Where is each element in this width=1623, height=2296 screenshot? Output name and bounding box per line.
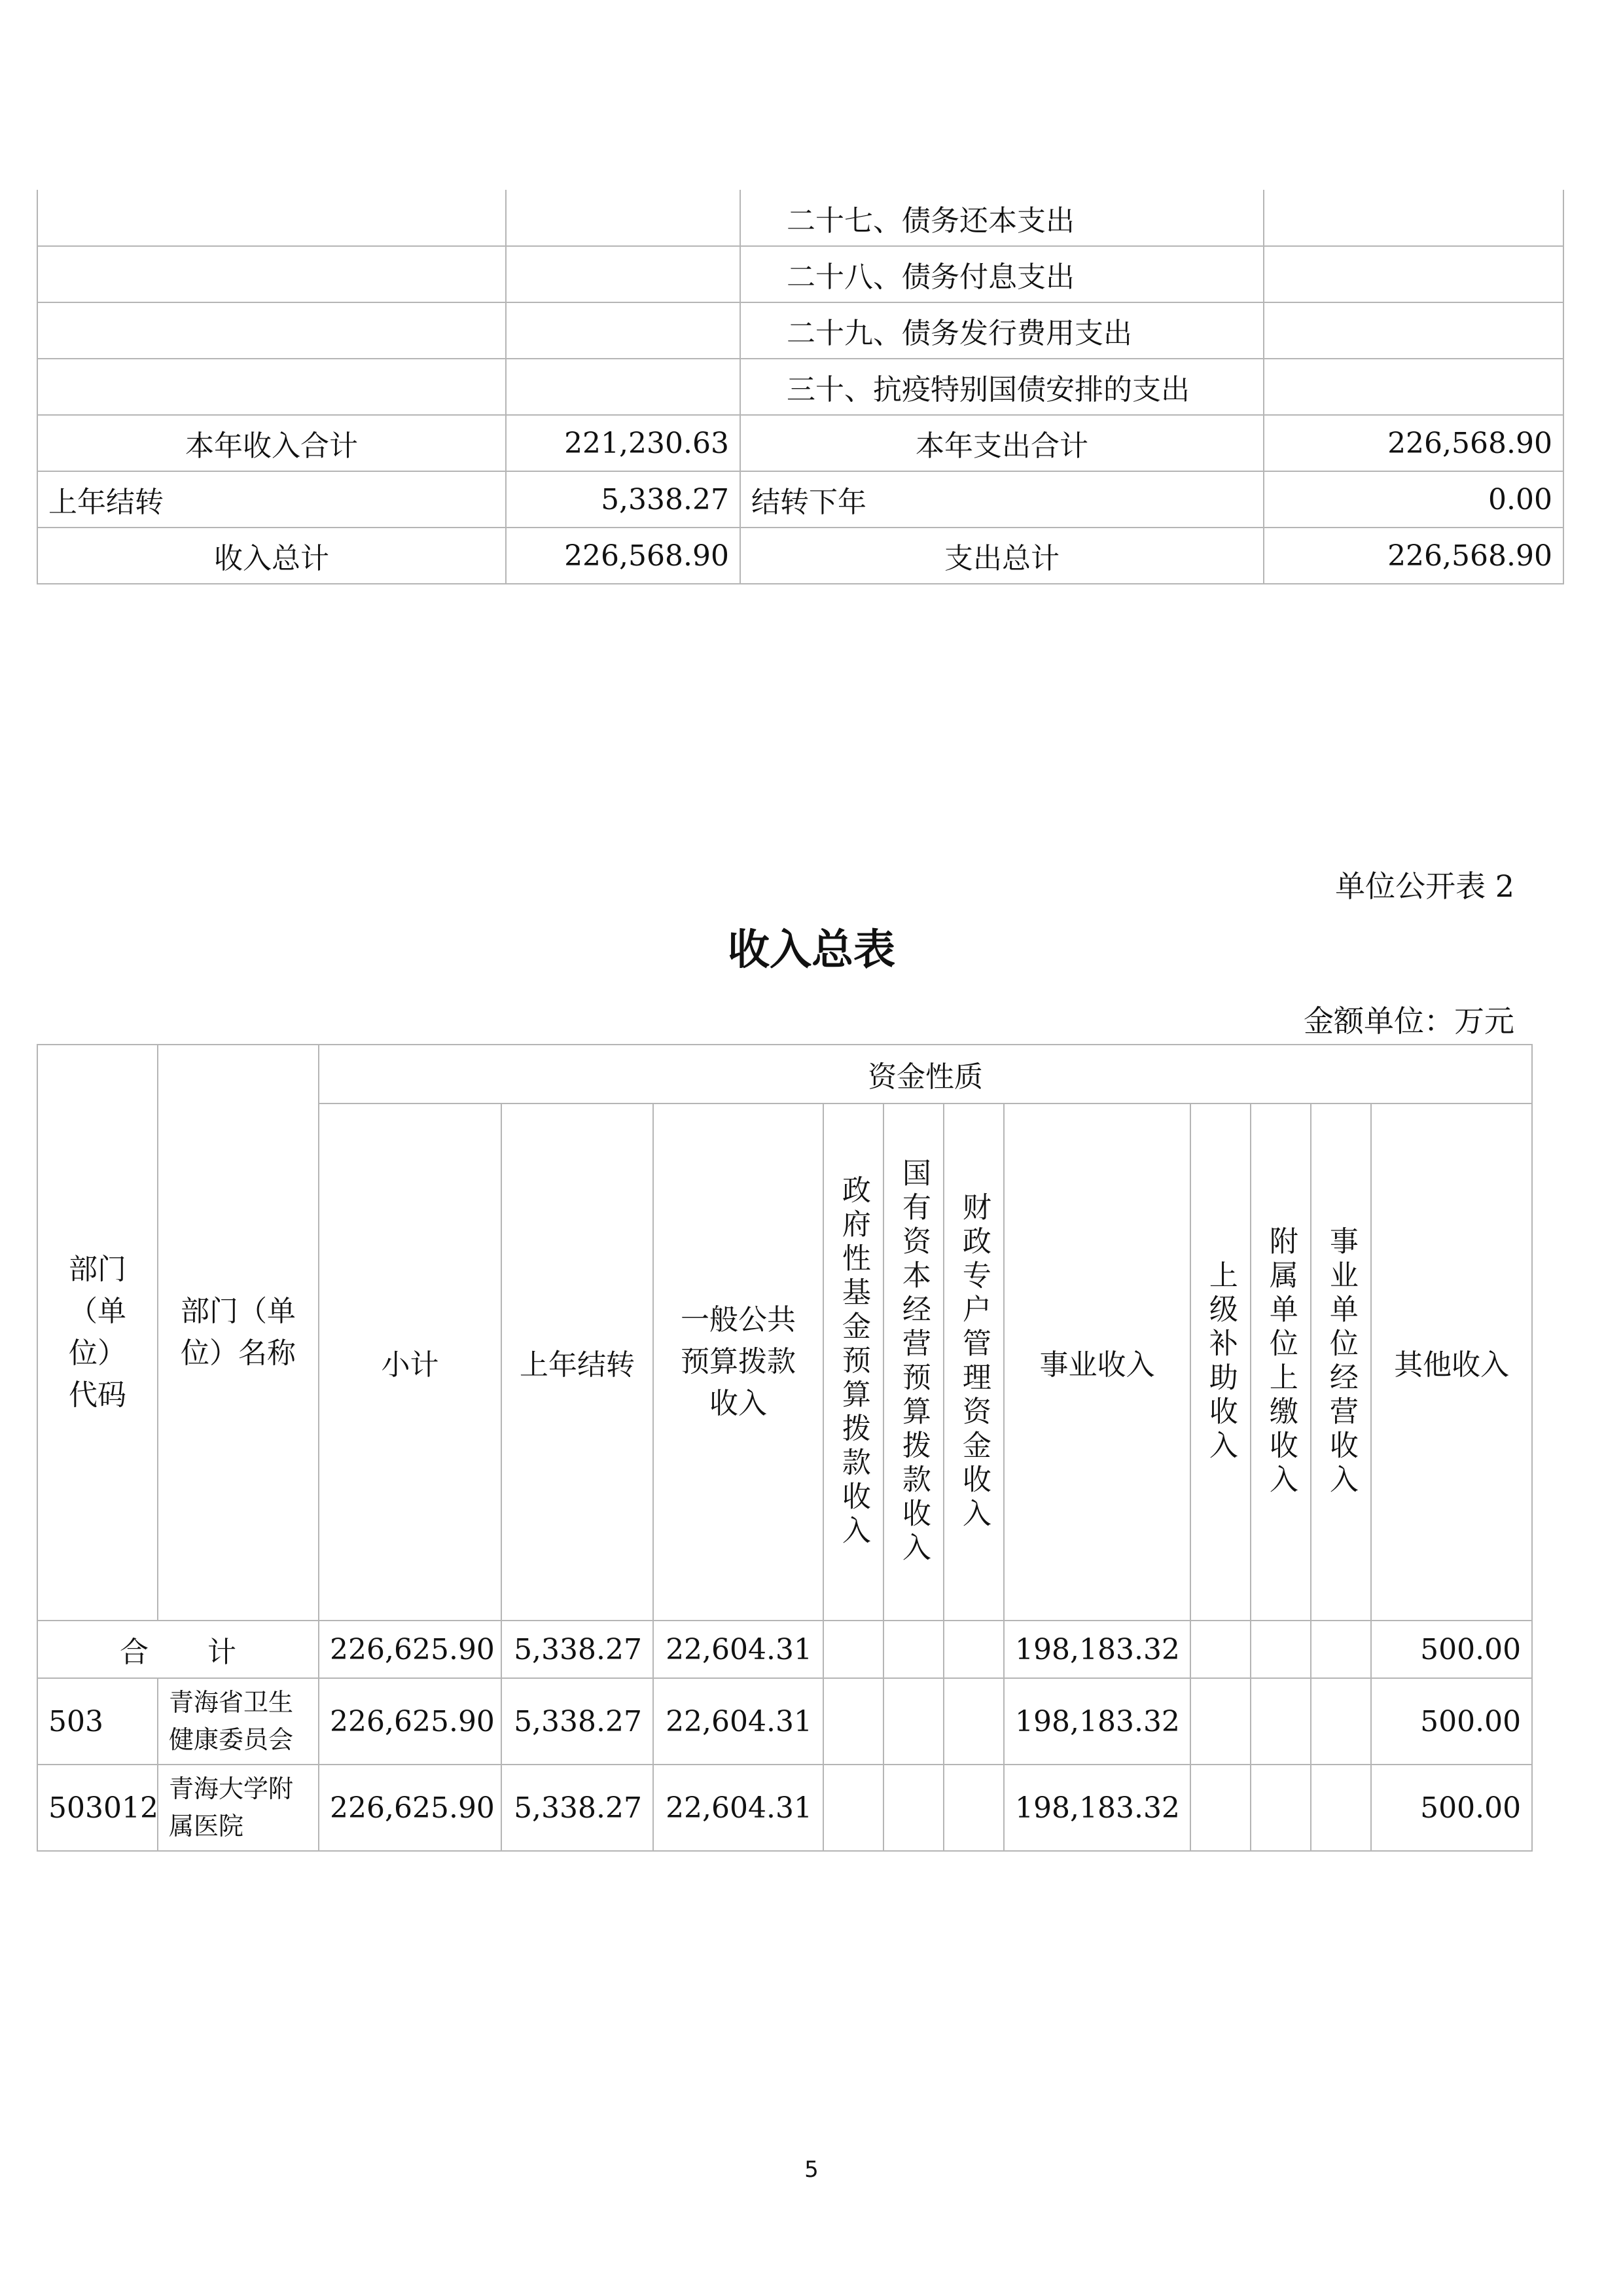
carryover-in-label: 上年结转 [37,471,506,528]
row-business-income: 198,183.32 [1004,1678,1190,1765]
page-title: 收入总表 [728,926,895,975]
row-other-income: 500.00 [1371,1678,1532,1765]
page-number: 5 [804,2157,819,2183]
header-other-income: 其他收入 [1371,1103,1532,1621]
row-general-budget: 22,604.31 [653,1678,823,1765]
expense-item: 二十七、债务还本支出 [740,190,1264,246]
table-row [37,528,1563,584]
header-state-capital: 国有资本经营预算拨款收入 [897,1158,931,1566]
header-general-budget: 一般公共预算拨款收入 [653,1103,823,1621]
expense-item: 二十八、债务付息支出 [740,246,1264,302]
expense-grand-total-label: 支出总计 [740,528,1264,584]
total-carryover: 5,338.27 [501,1621,653,1678]
income-grand-total-label: 收入总计 [37,528,506,584]
expense-grand-total-value: 226,568.90 [1264,528,1563,584]
expense-year-total-label: 本年支出合计 [740,415,1264,471]
income-year-total-label: 本年收入合计 [37,415,506,471]
table-row [37,1765,1532,1851]
income-expense-summary-table [37,190,1564,584]
header-gov-fund: 政府性基金预算拨款收入 [836,1175,870,1549]
table-row [37,415,1563,471]
header-superior-subsidy: 上级补助收入 [1204,1260,1238,1464]
total-business-income: 198,183.32 [1004,1621,1190,1678]
table-row [37,359,1563,415]
row-general-budget: 22,604.31 [653,1765,823,1851]
row-name: 青海省卫生健康委员会 [158,1678,319,1765]
table-row [37,1678,1532,1765]
header-fiscal-special: 财政专户管理资金收入 [957,1192,991,1532]
row-business-income: 198,183.32 [1004,1765,1190,1851]
carryover-out-value: 0.00 [1264,471,1563,528]
income-grand-total-value: 226,568.90 [506,528,740,584]
row-carryover: 5,338.27 [501,1765,653,1851]
expense-item: 二十九、债务发行费用支出 [740,302,1264,359]
header-dept-code: 部门（单位）代码 [37,1045,158,1621]
amount-unit: 金额单位：万元 [1304,1003,1514,1039]
total-row [37,1621,1532,1678]
row-subtotal: 226,625.90 [319,1765,501,1851]
header-fund-nature: 资金性质 [319,1045,1532,1103]
expense-year-total-value: 226,568.90 [1264,415,1563,471]
total-general-budget: 22,604.31 [653,1621,823,1678]
carryover-in-value: 5,338.27 [506,471,740,528]
row-code: 503012 [37,1765,158,1851]
total-other-income: 500.00 [1371,1621,1532,1678]
row-other-income: 500.00 [1371,1765,1532,1851]
header-carryover: 上年结转 [501,1103,653,1621]
header-row [37,1045,1532,1103]
row-carryover: 5,338.27 [501,1678,653,1765]
row-code: 503 [37,1678,158,1765]
header-affiliated-payment: 附属单位上缴收入 [1264,1226,1298,1498]
table-row [37,302,1563,359]
header-business-income: 事业收入 [1004,1103,1190,1621]
row-subtotal: 226,625.90 [319,1678,501,1765]
table-row [37,471,1563,528]
header-dept-name: 部门（单位）名称 [158,1045,319,1621]
total-label: 合 计 [37,1621,319,1678]
table-row [37,246,1563,302]
carryover-out-label: 结转下年 [740,471,1264,528]
header-operating-income: 事业单位经营收入 [1324,1226,1358,1498]
header-subtotal: 小计 [319,1103,501,1621]
row-name: 青海大学附属医院 [158,1765,319,1851]
total-subtotal: 226,625.90 [319,1621,501,1678]
unit-label: 单位公开表 2 [1335,869,1514,904]
income-summary-table [37,1044,1533,1852]
table-row [37,190,1563,246]
expense-item: 三十、抗疫特别国债安排的支出 [740,359,1264,415]
income-year-total-value: 221,230.63 [506,415,740,471]
